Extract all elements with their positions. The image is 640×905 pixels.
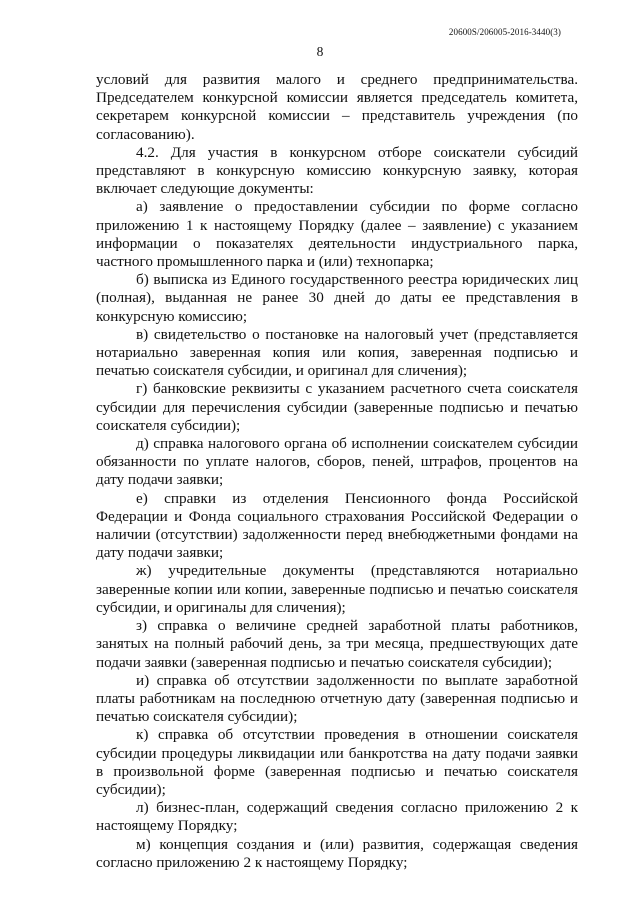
page-number: 8 bbox=[316, 44, 324, 59]
list-item-l: л) бизнес-план, содержащий сведения согласно приложению 2 к настоящему Порядку; bbox=[96, 799, 578, 835]
paragraph-intro-continuation: условий для развития малого и среднего предпринимательства. Председателем конкурсной комиссии является председатель комитета, секретарем конкурсной комиссии – представитель учреждения (по согласованию). bbox=[96, 71, 578, 143]
list-item-k: к) справка об отсутствии проведения в отношении соискателя субсидии процедуры ликвидации или банкротства на дату подачи заявки в произвольной форме (заверенная подписью и печатью соискателя субсидии); bbox=[96, 726, 578, 798]
list-item-i: и) справка об отсутствии задолженности по выплате заработной платы работникам на последнюю отчетную дату (заверенная подписью и печатью соискателя субсидии); bbox=[96, 671, 578, 726]
list-item-a: а) заявление о предоставлении субсидии по форме согласно приложению 1 к настоящему Порядку (далее – заявление) с указанием информации о показателях деятельности индустриального парка, частного промышленного парка и (или) технопарка; bbox=[96, 198, 578, 271]
list-item-d: д) справка налогового органа об исполнении соискателем субсидии обязанности по уплате налогов, сборов, пеней, штрафов, процентов на дату подачи заявки; bbox=[96, 435, 578, 489]
document-id: 20600S/206005-2016-3440(3) bbox=[448, 27, 561, 37]
list-item-v: в) свидетельство о постановке на налоговый учет (представляется нотариально заверенная копия или копия, заверенная подписью и печатью соискателя субсидии, и оригинал для сличения); bbox=[96, 325, 578, 380]
list-item-m: м) концепция создания и (или) развития, содержащая сведения согласно приложению 2 к настоящему Порядку; bbox=[96, 835, 578, 871]
list-item-z: з) справка о величине средней заработной платы работников, занятых на полный рабочий день, за три месяца, предшествующих дате подачи заявки (заверенная подписью и печатью соискателя субсидии); bbox=[96, 617, 578, 671]
list-item-g: г) банковские реквизиты с указанием расчетного счета соискателя субсидии для перечисления субсидии (заверенные подписью и печатью соискателя субсидии); bbox=[96, 380, 578, 434]
list-item-b: б) выписка из Единого государственного реестра юридических лиц (полная), выданная не ранее 30 дней до даты ее представления в конкурсную комиссию; bbox=[96, 271, 578, 325]
list-item-zh: ж) учредительные документы (представляются нотариально заверенные копии или копии, заверенные подписью и печатью соискателя субсидии, и оригиналы для сличения); bbox=[96, 562, 578, 616]
list-item-e: е) справки из отделения Пенсионного фонда Российской Федерации и Фонда социального страхования Российской Федерации о наличии (отсутствии) задолженности перед внебюджетными фондами на дату подачи заявки; bbox=[96, 489, 578, 562]
paragraph-4-2: 4.2. Для участия в конкурсном отборе соискатели субсидий представляют в конкурсную комиссию конкурсную заявку, которая включает следующие документы: bbox=[96, 143, 578, 198]
document-body bbox=[96, 71, 578, 872]
